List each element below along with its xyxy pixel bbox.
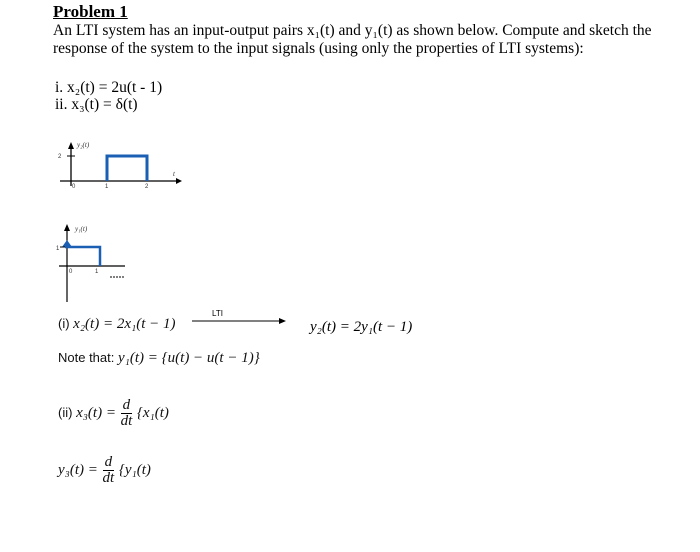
- y1-pulse: [65, 247, 100, 266]
- y2-xaxis-label: t: [173, 170, 175, 178]
- y3-equation-line: [58, 455, 151, 486]
- x3-lhs: x₃(t) =: [76, 404, 116, 421]
- x2-equation: x₂(t) = 2x₁(t − 1): [73, 316, 176, 332]
- y1-xtick-0: 0: [69, 269, 73, 275]
- y2-equation: y₂(t) = 2y₁(t − 1): [310, 319, 413, 335]
- part1-label: (i): [58, 316, 70, 331]
- y-axis-arrow: [64, 224, 70, 231]
- y2-sketch: [55, 138, 195, 198]
- y2-pulse: [107, 156, 147, 181]
- solution-part2: [58, 398, 169, 429]
- y1-sketch: [55, 220, 145, 305]
- note-line: [58, 350, 260, 367]
- note-equation: y₁(t) = {u(t) − u(t − 1)}: [118, 350, 260, 366]
- problem-item-2: ii. x₃(t) = δ(t): [55, 96, 138, 113]
- y-axis-arrow: [68, 142, 74, 149]
- y2-xtick-1: 1: [105, 184, 109, 190]
- lti-label: LTI: [212, 309, 223, 318]
- y2-xtick-2: 2: [145, 184, 149, 190]
- problem-item-1: i. x₂(t) = 2u(t - 1): [55, 79, 163, 96]
- y1-ytick: 1: [56, 246, 60, 252]
- y2-equation-block: [310, 318, 412, 336]
- part2-label: (ii): [58, 404, 73, 420]
- problem-statement: An LTI system has an input-output pairs x₁(t) and y₁(t) as shown below. Compute and sketch the response of the system to the input signals (using only the properties of LTI systems):: [53, 22, 652, 57]
- y2-ytick: 2: [58, 154, 62, 160]
- x3-rhs: {x₁(t): [136, 404, 169, 421]
- y1-label: y₁(t): [75, 225, 88, 233]
- note-label: Note that:: [58, 350, 115, 365]
- y2-label: y₂(t): [77, 141, 90, 149]
- solution-part1: [58, 316, 175, 333]
- y3-lhs: y₃(t) =: [58, 461, 98, 478]
- problem-title: Problem 1: [53, 2, 128, 21]
- y1-xtick-1: 1: [95, 269, 99, 275]
- derivative-fraction-2: $\frac{d}{dt}$: [102, 454, 115, 486]
- y2-xtick-0: 0: [72, 184, 76, 190]
- y3-rhs: {y₁(t): [118, 461, 151, 478]
- x-axis-arrow: [176, 178, 182, 184]
- lti-arrow: [190, 316, 290, 326]
- derivative-fraction: $\frac{d}{dt}$: [120, 397, 133, 429]
